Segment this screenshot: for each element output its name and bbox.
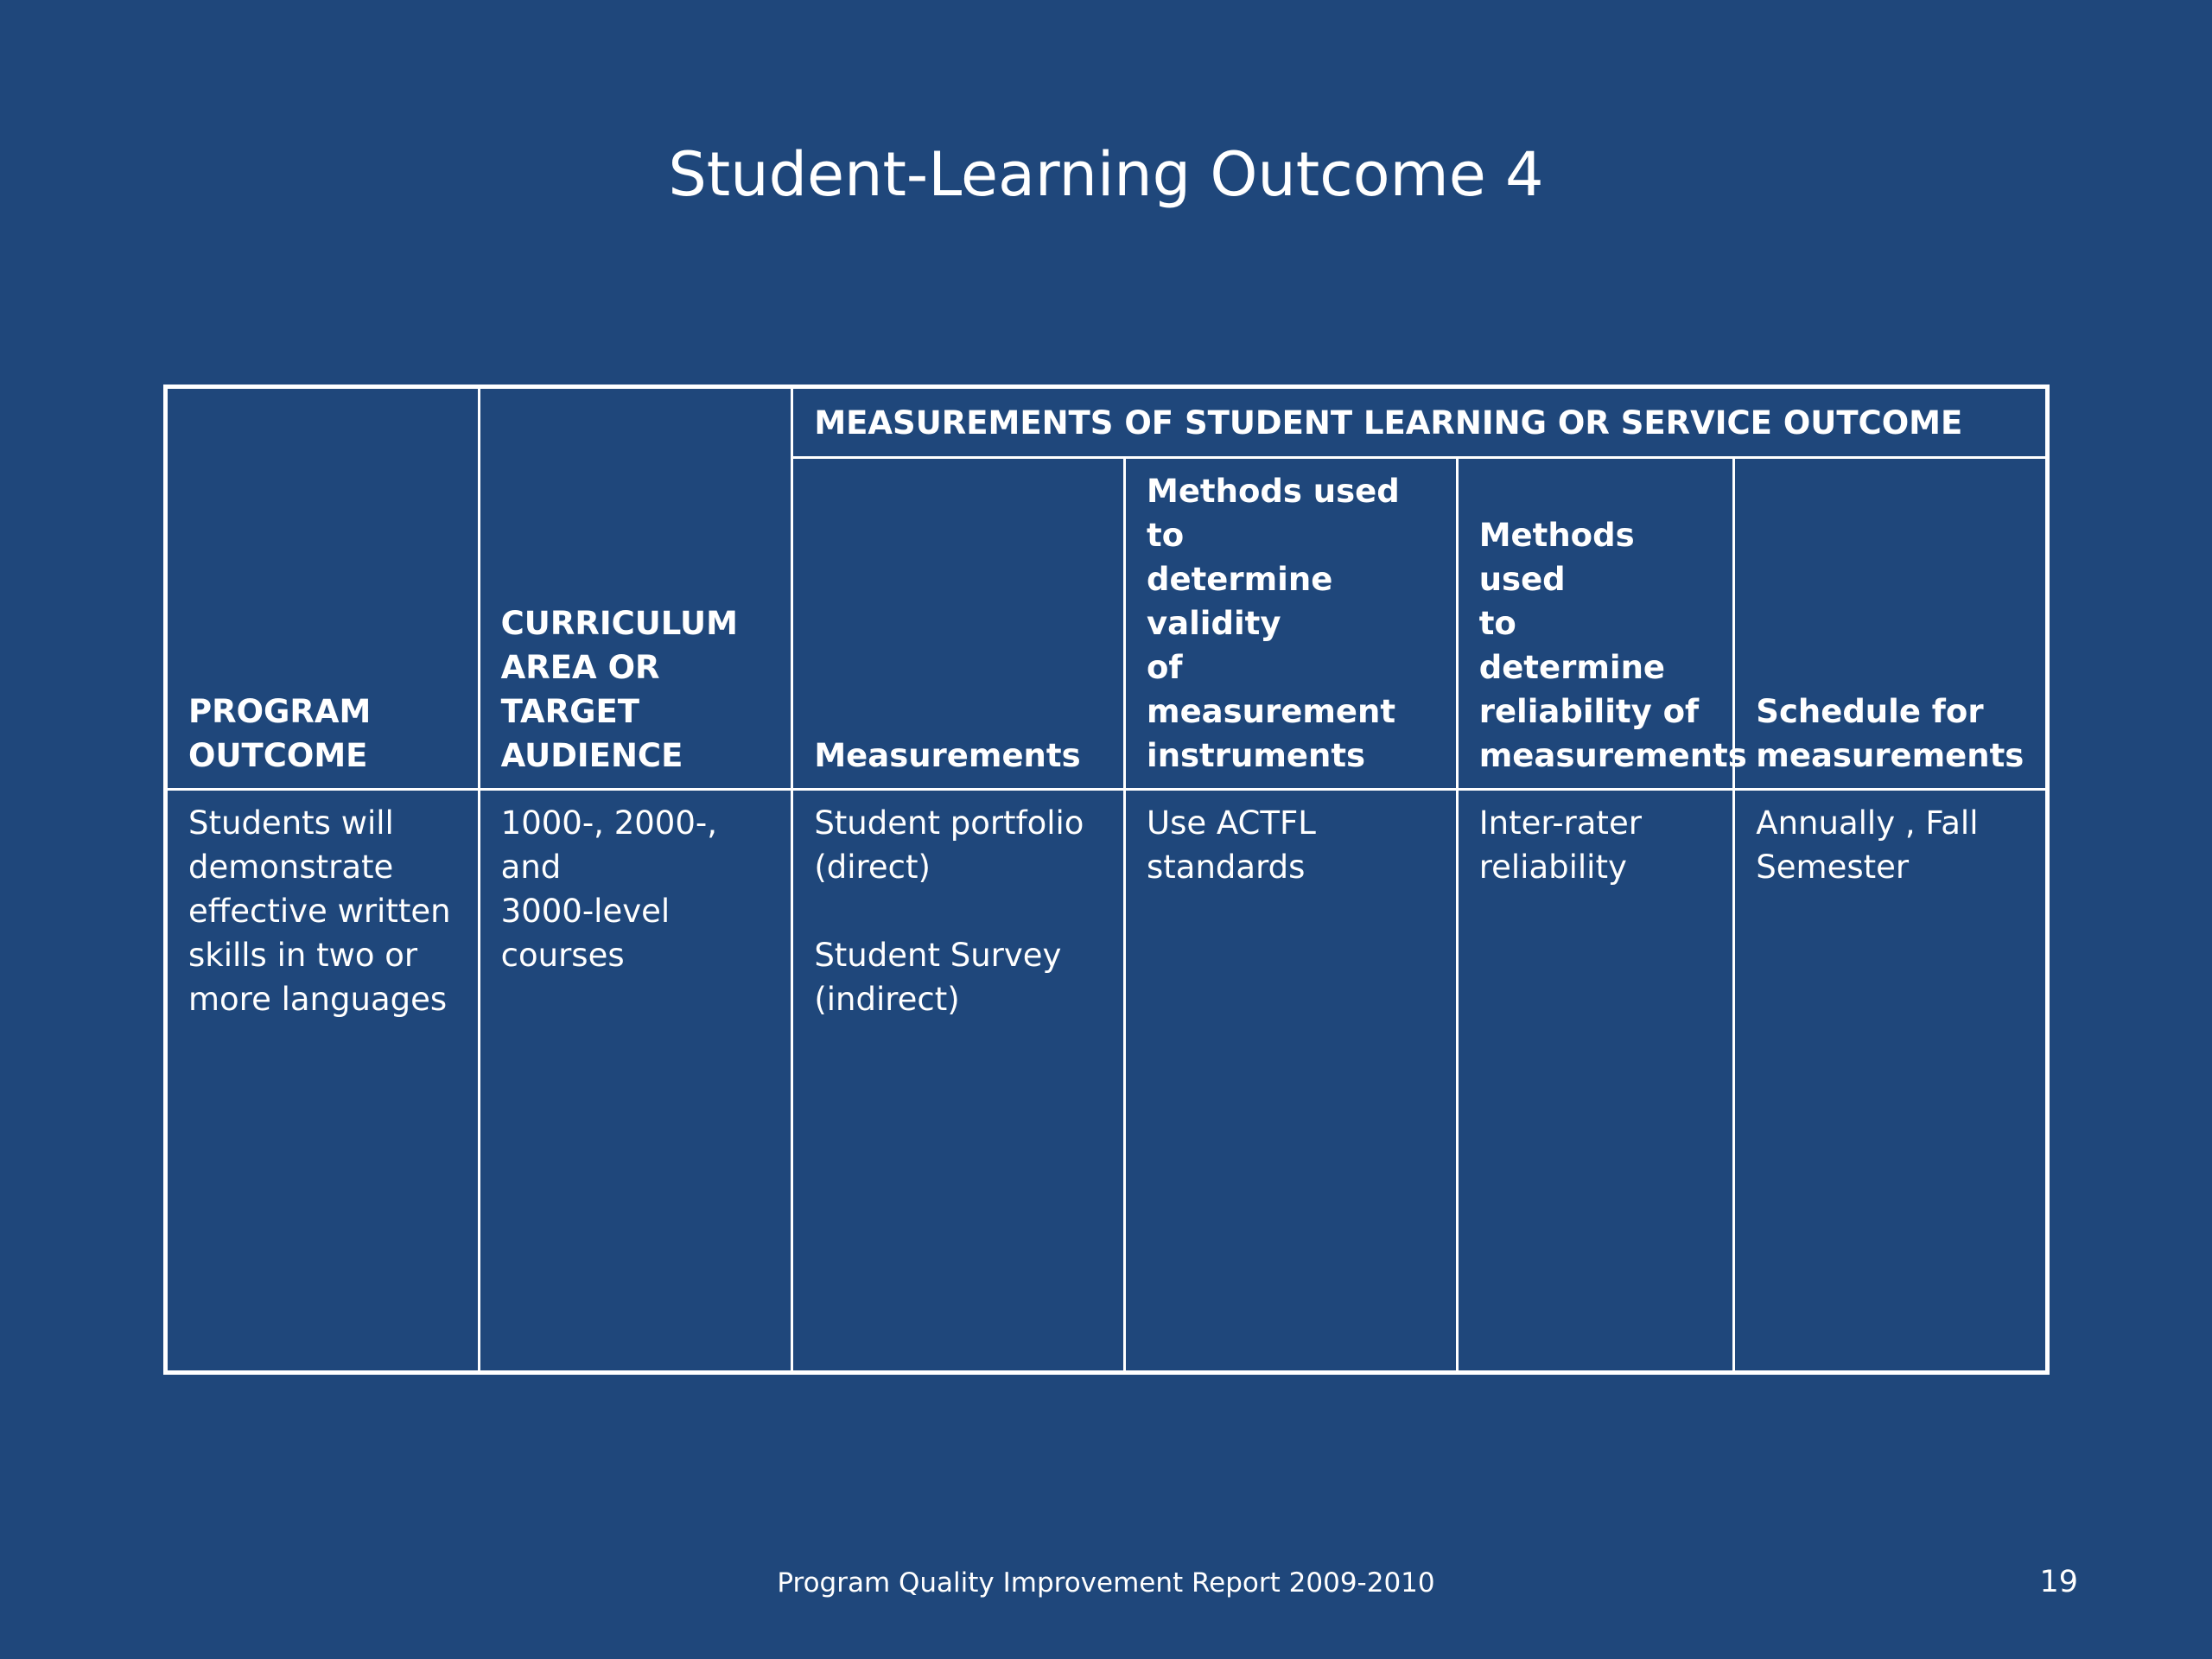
cell-line: reliability [1478, 849, 1627, 886]
cell-line: Student portfolio [814, 804, 1084, 842]
cell-line: skills in two or [188, 937, 418, 974]
cell-line: 1000-, 2000-, and [500, 804, 717, 886]
header-line: PROGRAM [188, 693, 372, 730]
header-line: instruments [1147, 737, 1366, 774]
cell-line: effective written [188, 893, 451, 930]
header-line: OUTCOME [188, 737, 368, 774]
table-row [166, 790, 2048, 1373]
cell-line: more languages [188, 981, 448, 1018]
header-line: Methods used to [1147, 473, 1400, 554]
header-line: reliability of [1478, 693, 1700, 730]
cell-line: demonstrate [188, 849, 394, 886]
header-line: Schedule for [1756, 693, 1984, 730]
header-line: to determine [1478, 605, 1665, 686]
cell-program-outcome [166, 790, 480, 1373]
cell-reliability-methods [1457, 790, 1734, 1373]
header-schedule [1734, 458, 2048, 790]
cell-line: Semester [1756, 849, 1910, 886]
slide-number: 19 [2039, 1565, 2078, 1599]
header-line: CURRICULUM [500, 605, 738, 642]
cell-schedule [1734, 790, 2048, 1373]
header-line: AREA OR TARGET [500, 649, 660, 730]
cell-line: courses [500, 937, 625, 974]
header-line: AUDIENCE [500, 737, 683, 774]
header-curriculum-area [479, 387, 792, 790]
header-measurements [792, 458, 1125, 790]
cell-validity-methods [1125, 790, 1458, 1373]
cell-line: standards [1147, 849, 1306, 886]
cell-line: Students will [188, 804, 394, 842]
cell-line: 3000-level [500, 893, 671, 930]
header-line: of measurement [1147, 649, 1396, 730]
cell-line: (indirect) [814, 981, 960, 1018]
slide-footer: Program Quality Improvement Report 2009-2010 [777, 1567, 1435, 1599]
cell-spacer [814, 889, 1103, 933]
header-line: measurements [1756, 737, 2024, 774]
header-measurements-group: MEASUREMENTS OF STUDENT LEARNING OR SERVICE OUTCOME [792, 387, 2048, 458]
table-group-header-row [166, 387, 2048, 458]
header-line: measurements [1478, 737, 1747, 774]
slide-title: Student-Learning Outcome 4 [668, 139, 1544, 210]
cell-line: Annually , Fall [1756, 804, 1979, 842]
header-line: Methods used [1478, 517, 1635, 598]
cell-measurements [792, 790, 1125, 1373]
cell-line: Student Survey [814, 937, 1062, 974]
header-line: Measurements [814, 737, 1081, 774]
header-validity-methods [1125, 458, 1458, 790]
cell-line: Inter-rater [1478, 804, 1642, 842]
header-line: determine validity [1147, 561, 1333, 642]
cell-line: Use ACTFL [1147, 804, 1316, 842]
outcome-table [163, 385, 2050, 1375]
header-reliability-methods [1457, 458, 1747, 790]
header-program-outcome [166, 387, 480, 790]
cell-line: (direct) [814, 849, 931, 886]
cell-curriculum-area [479, 790, 792, 1373]
